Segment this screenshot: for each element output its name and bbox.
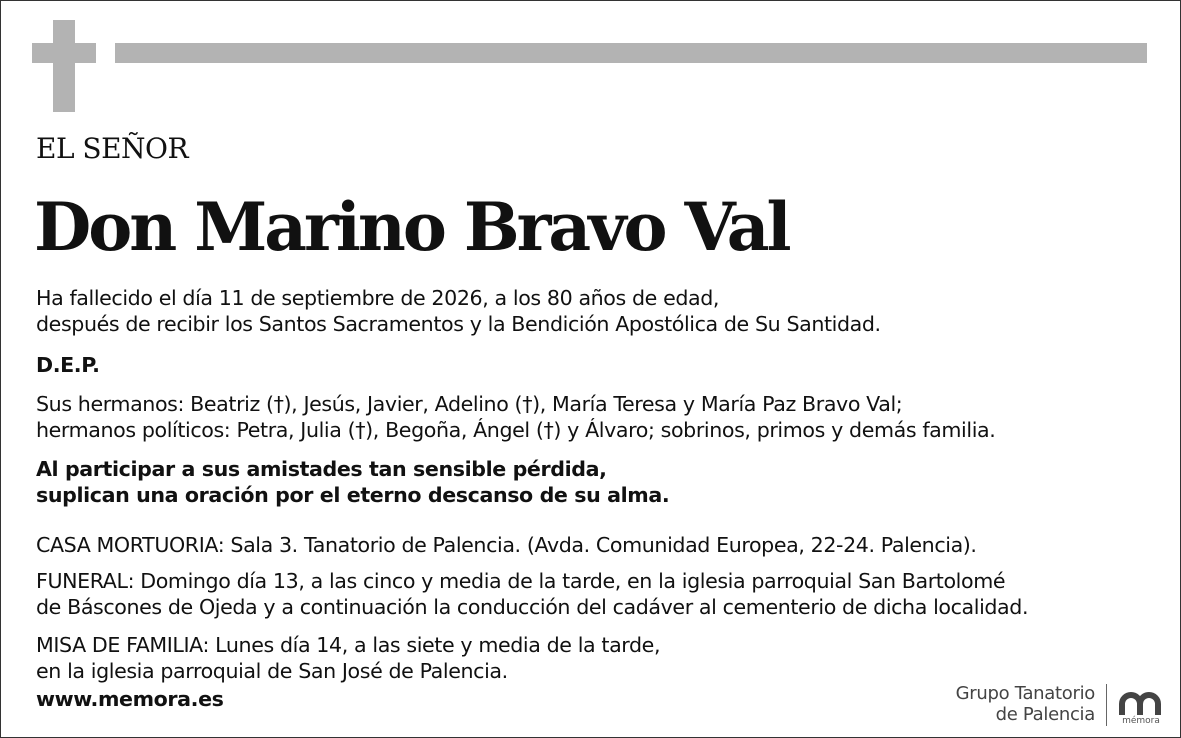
- prayer-line-1: Al participar a sus amistades tan sensible pérdida,: [36, 457, 607, 481]
- misa-line-1: MISA DE FAMILIA: Lunes día 14, a las siete y media de la tarde,: [36, 633, 661, 657]
- funeral-line-1: FUNERAL: Domingo día 13, a las cinco y media de la tarde, en la iglesia parroquial San Bartolomé: [36, 569, 1006, 593]
- casa-mortuoria: CASA MORTUORIA: Sala 3. Tanatorio de Palencia. (Avda. Comunidad Europea, 22-24. Palencia).: [36, 533, 977, 557]
- prayer-line-2: suplican una oración por el eterno descanso de su alma.: [36, 483, 670, 507]
- dep-text: D.E.P.: [36, 353, 100, 377]
- memora-logo-wordmark: mémora: [1122, 716, 1160, 726]
- announcement: [36, 285, 881, 337]
- logo-line-1: Grupo Tanatorio: [955, 683, 1095, 704]
- announcement-line-2: después de recibir los Santos Sacramentos y la Bendición Apostólica de Su Santidad.: [36, 312, 881, 336]
- announcement-line-1: Ha fallecido el día 11 de septiembre de 2026, a los 80 años de edad,: [36, 286, 720, 310]
- funeral-details: [36, 568, 1028, 620]
- funeral-line-2: de Báscones de Ojeda y a continuación la conducción del cadáver al cementerio de dicha localidad.: [36, 595, 1029, 619]
- prayer-request: [36, 456, 669, 508]
- cross-icon-arm: [32, 43, 96, 63]
- tanatorio-logo-text: [956, 683, 1095, 725]
- deceased-name: Don Marino Bravo Val: [34, 188, 789, 266]
- misa-line-2: en la iglesia parroquial de San José de Palencia.: [36, 659, 508, 683]
- family-list: [36, 391, 995, 443]
- website-link[interactable]: www.memora.es: [36, 687, 224, 711]
- misa-familia: [36, 632, 660, 684]
- title-prefix: EL SEÑOR: [36, 132, 189, 165]
- family-line-2: hermanos políticos: Petra, Julia (†), Begoña, Ángel (†) y Álvaro; sobrinos, primos y demás familia.: [36, 418, 996, 442]
- header-bar: [115, 43, 1147, 63]
- cross-icon: [53, 20, 75, 112]
- logo-divider: [1106, 684, 1107, 726]
- logo-line-2: de Palencia: [995, 704, 1095, 725]
- family-line-1: Sus hermanos: Beatriz (†), Jesús, Javier, Adelino (†), María Teresa y María Paz Bravo Val;: [36, 392, 903, 416]
